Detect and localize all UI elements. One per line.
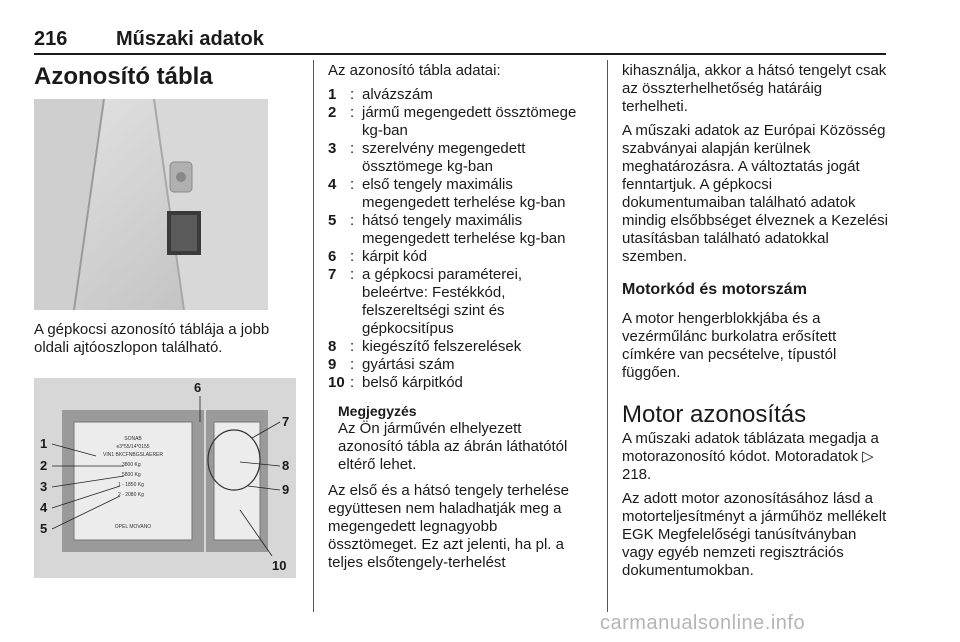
list-item: 4 : első tengely maximális megengedett terhelése kg-ban <box>328 176 566 211</box>
column-divider-1 <box>313 60 314 612</box>
column-3 <box>622 62 890 580</box>
list-item: 3 : szerelvény megengedett össztömege kg-ban <box>328 140 526 175</box>
callout-5: 5 <box>40 521 48 536</box>
list-item: 1 : alvázszám <box>328 86 433 103</box>
photo-caption: A gépkocsi azonosító táblája a jobb oldali ajtóoszlopon található. <box>34 321 270 356</box>
watermark: carmanualsonline.info <box>600 612 806 634</box>
paragraph: A műszaki adatok az Európai Közösség szabványai alapján kerülnek meghatározásra. A változtatás jogát fenntartjuk. A gépkocsi dokumentumaiban található adatok mindig elsőbbséget élveznek a Kezelési utasításban található adatokkal szemben. <box>622 122 888 265</box>
page-header <box>34 28 886 52</box>
id-plate-diagram <box>34 378 296 578</box>
column-2 <box>328 62 590 572</box>
callout-9: 9 <box>282 482 290 497</box>
list-item: 7 : a gépkocsi paraméterei, beleértve: Festékkód, felszereltségi szint és gépkocsitípus <box>328 266 523 337</box>
callout-2: 2 <box>40 458 48 473</box>
engine-id-heading: Motor azonosítás <box>622 401 807 428</box>
door-pillar-photo <box>34 99 268 310</box>
header-divider <box>34 53 886 55</box>
list-item: 6 : kárpit kód <box>328 248 428 265</box>
engine-code-heading: Motorkód és motorszám <box>622 281 807 298</box>
plate-line: VIN1 BKCFNBGSLAERER <box>102 452 164 458</box>
plate-line: e3*55/14*0155 <box>116 444 150 450</box>
callout-4: 4 <box>40 500 48 515</box>
paragraph: kihasználja, akkor a hátsó tengelyt csak az összterhelhetőség határáig terhelheti. <box>622 62 887 115</box>
column-divider-2 <box>607 60 608 612</box>
list-item: 2 : jármű megengedett össztömege kg-ban <box>328 104 577 139</box>
callout-10: 10 <box>272 558 287 573</box>
note-title: Megjegyzés <box>338 403 417 419</box>
note-block <box>338 402 590 474</box>
page-number: 216 <box>34 28 68 50</box>
reference-arrow-icon: ▷ <box>862 448 874 465</box>
callout-7: 7 <box>282 414 290 429</box>
paragraph: A motor hengerblokkjába és a vezérműlánc burkolatra erősített címkére van pecsételve, típustól függően. <box>622 310 837 381</box>
callout-6: 6 <box>194 380 202 395</box>
plate-data-intro: Az azonosító tábla adatai: <box>328 62 501 79</box>
section-title: Műszaki adatok <box>116 28 264 50</box>
paragraph: Az adott motor azonosításához lásd a motorteljesítményt a járműhöz mellékelt EGK Megfelelőségi tanúsítványban vagy egyéb nemzeti regisztrációs dokumentumokban. <box>622 490 887 579</box>
note-text: Az Ön járművén elhelyezett azonosító tábla az ábrán láthatótól eltérő lehet. <box>338 420 568 473</box>
plate-line: 5800 Kg <box>122 472 141 478</box>
plate-line: 3800 Kg <box>122 462 141 468</box>
plate-line: 1 - 1850 Kg <box>118 482 144 488</box>
plate-line: OPEL MOVANO <box>114 524 152 530</box>
list-item: 9 : gyártási szám <box>328 356 455 373</box>
callout-1: 1 <box>40 436 48 451</box>
list-item: 10 : belső kárpitkód <box>328 374 463 391</box>
paragraph: A műszaki adatok táblázata megadja a motorazonosító kódot. Motoradatok ▷ 218. <box>622 430 879 483</box>
list-item: 5 : hátsó tengely maximális megengedett terhelése kg-ban <box>328 212 566 247</box>
page-reference[interactable]: 218. <box>622 466 652 483</box>
plate-line: SONAB <box>124 436 142 442</box>
section-heading: Azonosító tábla <box>34 63 213 90</box>
list-item: 8 : kiegészítő felszerelések <box>328 338 522 355</box>
callout-8: 8 <box>282 458 290 473</box>
plate-line: 2 - 2080 Kg <box>118 492 144 498</box>
plate-data-list <box>328 86 590 392</box>
axle-load-paragraph: Az első és a hátsó tengely terhelése együttesen nem haladhatják meg a megengedett legnagyobb össztömeget. Ez azt jelenti, ha pl. a teljes elsőtengely-terhelést <box>328 482 569 571</box>
callout-3: 3 <box>40 479 48 494</box>
